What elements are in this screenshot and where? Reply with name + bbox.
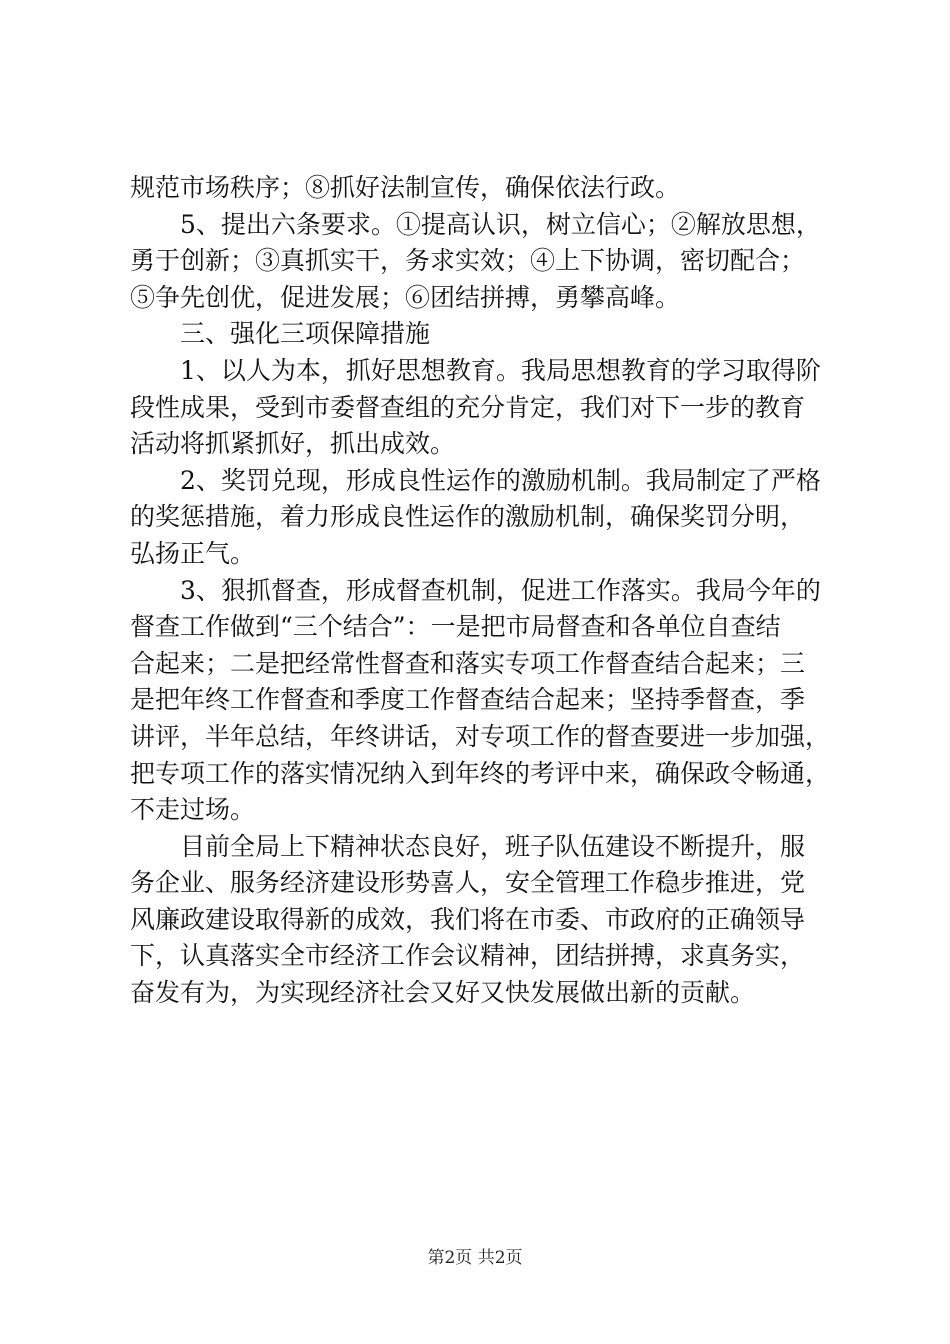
text-line: 目前全局上下精神状态良好，班子队伍建设不断提升，服 bbox=[130, 831, 806, 861]
text-line: 下，认真落实全市经济工作会议精神，团结拼搏，求真务实， bbox=[130, 941, 806, 971]
text-line: 不走过场。 bbox=[130, 795, 256, 825]
text-line: 讲评，半年总结，年终讲话，对专项工作的督查要进一步加强， bbox=[130, 721, 831, 751]
text-line: 奋发有为，为实现经济社会又好又快发展做出新的贡献。 bbox=[130, 978, 756, 1008]
text-line: 5、提出六条要求。①提高认识，树立信心；②解放思想， bbox=[130, 209, 821, 239]
page-number-footer: 第2页 共2页 bbox=[427, 1248, 523, 1268]
text-line: 风廉政建设取得新的成效，我们将在市委、市政府的正确领导 bbox=[130, 904, 806, 934]
text-line: 弘扬正气。 bbox=[130, 538, 256, 568]
body-text bbox=[130, 170, 830, 1012]
text-line: 把专项工作的落实情况纳入到年终的考评中来，确保政令畅通， bbox=[130, 758, 831, 788]
text-line: 活动将抓紧抓好，抓出成效。 bbox=[130, 429, 456, 459]
text-line: 段性成果，受到市委督查组的充分肯定，我们对下一步的教育 bbox=[130, 392, 806, 422]
text-line: 的奖惩措施，着力形成良性运作的激励机制，确保奖罚分明， bbox=[130, 502, 806, 532]
text-line: 勇于创新；③真抓实干，务求实效；④上下协调，密切配合； bbox=[130, 246, 806, 276]
text-line: 是把年终工作督查和季度工作督查结合起来；坚持季督查，季 bbox=[130, 685, 806, 715]
text-line: 规范市场秩序；⑧抓好法制宣传，确保依法行政。 bbox=[130, 173, 681, 202]
text-line: 3、狠抓督查，形成督查机制，促进工作落实。我局今年的 bbox=[130, 575, 821, 605]
text-line: 督查工作做到“三个结合”：一是把市局督查和各单位自查结 bbox=[130, 612, 781, 642]
text-line: 合起来；二是把经常性督查和落实专项工作督查结合起来；三 bbox=[130, 648, 806, 678]
text-line: ⑤争先创优，促进发展；⑥团结拼搏，勇攀高峰。 bbox=[130, 282, 681, 312]
text-line: 1、以人为本，抓好思想教育。我局思想教育的学习取得阶 bbox=[130, 355, 821, 385]
text-line: 2、奖罚兑现，形成良性运作的激励机制。我局制定了严格 bbox=[130, 465, 821, 495]
section-heading: 三、强化三项保障措施 bbox=[130, 319, 431, 349]
text-line: 务企业、服务经济建设形势喜人，安全管理工作稳步推进，党 bbox=[130, 868, 806, 898]
